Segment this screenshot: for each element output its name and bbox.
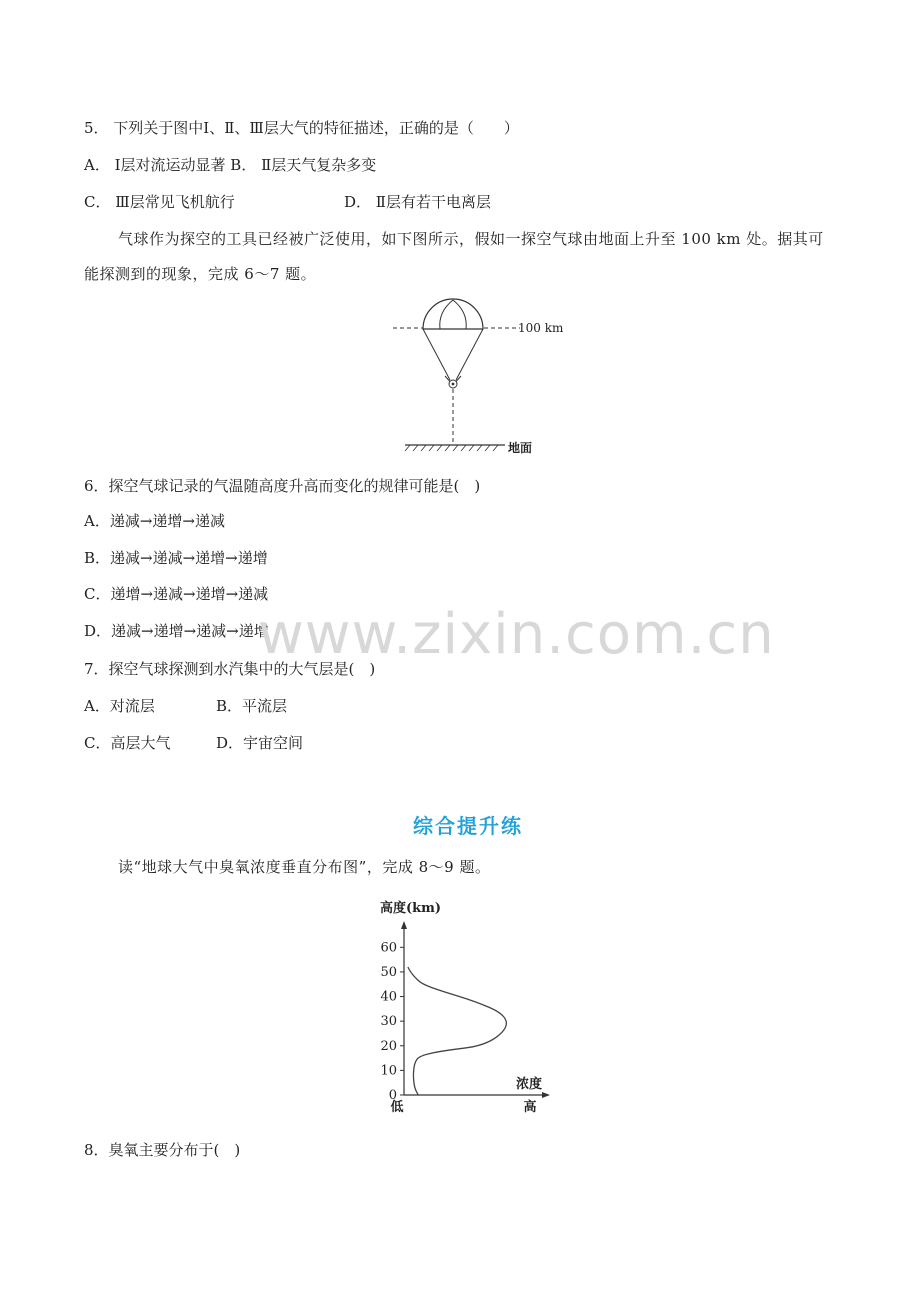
y-tick-label: 30 xyxy=(380,1014,397,1030)
altitude-label: 100 km xyxy=(518,321,564,335)
q7-option-b: B．平流层 xyxy=(216,697,288,715)
ground-label: 地面 xyxy=(508,441,533,455)
x-axis-arrow xyxy=(542,1092,550,1098)
q6-option-b: B．递减→递减→递增→递增 xyxy=(84,549,268,567)
intro-6-7-line2: 能探测到的现象，完成 6～7 题。 xyxy=(84,265,317,283)
y-tick-label: 0 xyxy=(388,1088,397,1103)
q7-option-c: C．高层大气 xyxy=(84,734,171,752)
balloon-canopy xyxy=(423,299,483,329)
y-tick-label: 10 xyxy=(380,1063,397,1079)
y-axis-label: 高度(km) xyxy=(380,901,442,916)
q6-option-a: A．递减→递增→递减 xyxy=(84,512,225,530)
q6-option-d: D．递减→递增→递减→递增 xyxy=(84,622,269,640)
y-tick-label: 40 xyxy=(380,989,397,1005)
y-tick-label: 20 xyxy=(380,1038,397,1054)
q6-stem: 6．探空气球记录的气温随高度升高而变化的规律可能是( ) xyxy=(84,477,481,495)
intro-6-7-line1: 气球作为探空的工具已经被广泛使用，如下图所示，假如一探空气球由地面上升至 100 km 处。据其可 xyxy=(118,230,824,248)
q7-option-d: D．宇宙空间 xyxy=(216,734,304,752)
q5-option-ab: A． Ⅰ层对流运动显著 B． Ⅱ层天气复杂多变 xyxy=(84,156,377,174)
y-tick-label: 50 xyxy=(380,964,397,980)
y-tick-label: 60 xyxy=(380,940,397,956)
q5-stem: 5． 下列关于图中Ⅰ、Ⅱ、Ⅲ层大气的特征描述，正确的是（ ） xyxy=(84,119,519,137)
q8-stem: 8．臭氧主要分布于( ) xyxy=(84,1141,241,1159)
q7-stem: 7．探空气球探测到水汽集中的大气层是( ) xyxy=(84,660,376,678)
ozone-concentration-chart xyxy=(360,890,560,1120)
q5-option-d: D． Ⅱ层有若干电离层 xyxy=(344,193,491,211)
x-axis-label: 浓度 xyxy=(516,1077,543,1092)
section-title: 综合提升练 xyxy=(413,814,523,838)
q5-option-c: C． Ⅲ层常见飞机航行 xyxy=(84,193,235,211)
x-low-label: 低 xyxy=(390,1100,404,1115)
q6-option-c: C．递增→递减→递增→递减 xyxy=(84,585,269,603)
x-high-label: 高 xyxy=(523,1100,537,1115)
y-axis-arrow xyxy=(401,921,407,929)
intro-8-9: 读“地球大气中臭氧浓度垂直分布图”，完成 8～9 题。 xyxy=(118,858,491,876)
watermark: www.zixin.com.cn xyxy=(258,602,775,667)
ozone-curve xyxy=(408,967,506,1095)
q7-option-a: A．对流层 xyxy=(84,697,155,715)
